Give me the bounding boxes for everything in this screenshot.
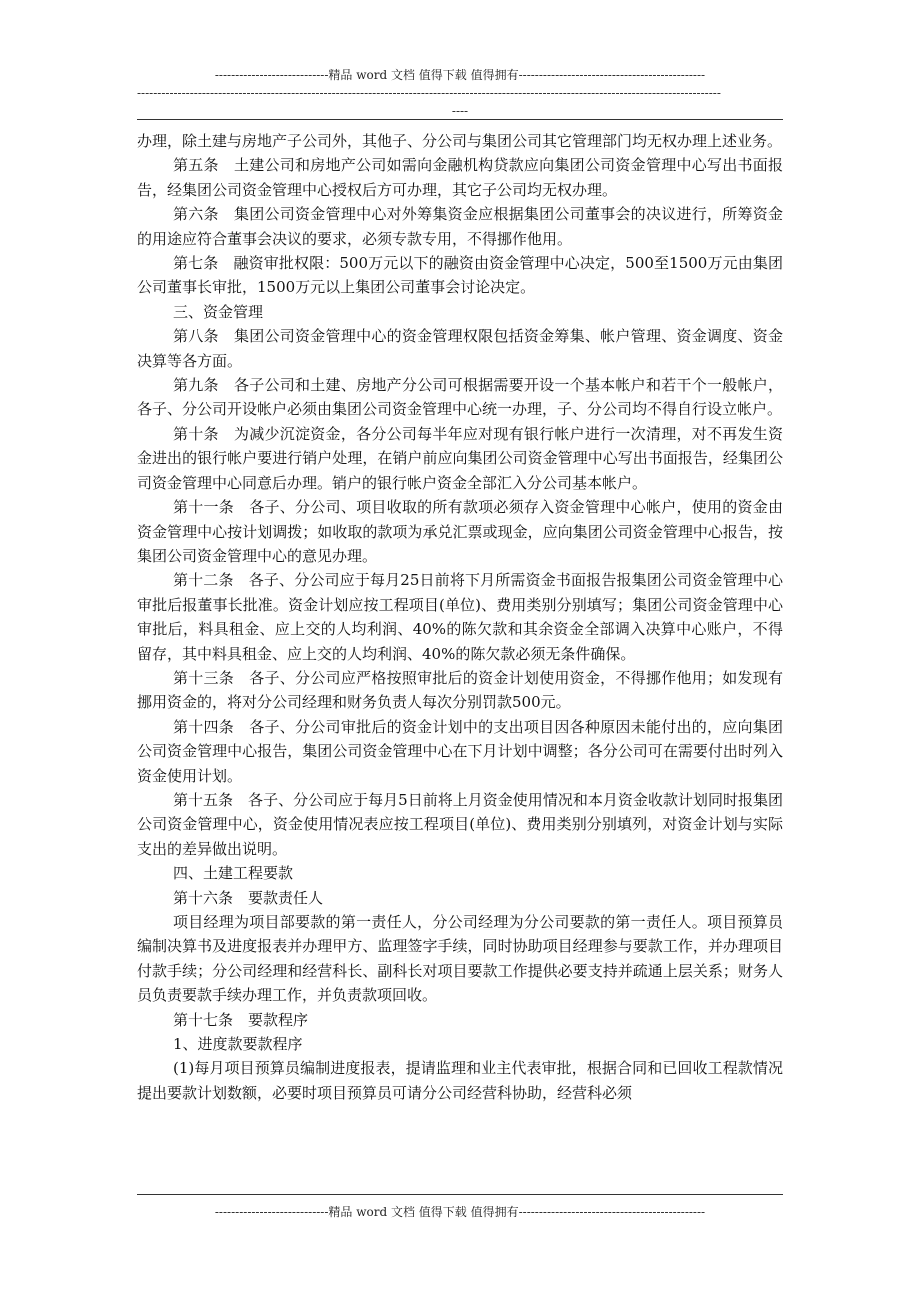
paragraph: 第七条 融资审批权限：500万元以下的融资由资金管理中心决定，500至1500万元由集团公司董事长审批，1500万元以上集团公司董事会讨论决定。 xyxy=(137,254,783,297)
footer-rule xyxy=(137,1194,783,1195)
paragraph: 第十条 为减少沉淀资金，各分公司每半年应对现有银行帐户进行一次清理，对不再发生资金进出的银行帐户要进行销户处理，在销户前应向集团公司资金管理中心写出书面报告，经集团公司资金管理中心同意后办理。销户的银行帐户资金全部汇入分公司基本帐户。 xyxy=(137,424,783,492)
paragraph: 第八条 集团公司资金管理中心的资金管理权限包括资金筹集、帐户管理、资金调度、资金决算等各方面。 xyxy=(137,327,783,370)
paragraph: 办理，除土建与房地产子公司外，其他子、分公司与集团公司其它管理部门均无权办理上述业务。 xyxy=(137,132,783,150)
paragraph: 第十五条 各子、分公司应于每月5日前将上月资金使用情况和本月资金收款计划同时报集团公司资金管理中心，资金使用情况表应按工程项目(单位)、费用类别分别填列，对资金计划与实际支出的差异做出说明。 xyxy=(137,790,783,858)
paragraph: 第十三条 各子、分公司应严格按照审批后的资金计划使用资金，不得挪作他用；如发现有挪用资金的，将对分公司经理和财务负责人每次分别罚款500元。 xyxy=(137,668,783,712)
page-footer: ----------------------------精品 word 文档 值得下载 值得拥有---------------------------------------------- xyxy=(214,1205,706,1219)
paragraph: 第十一条 各子、分公司、项目收取的所有款项必须存入资金管理中心帐户，使用的资金由资金管理中心按计划调拨；如收取的款项为承兑汇票或现金，应向集团公司资金管理中心报告，按集团公司资金管理中心的意见办理。 xyxy=(137,498,783,565)
header-line-1: ----------------------------精品 word 文档 值得下载 值得拥有---------------------------------------------- xyxy=(214,68,706,82)
paragraph: (1)每月项目预算员编制进度报表，提请监理和业主代表审批，根据合同和已回收工程款情况提出要款计划数额，必要时项目预算员可请分公司经营科协助，经营科必须 xyxy=(137,1059,783,1102)
paragraph: 项目经理为项目部要款的第一责任人，分公司经理为分公司要款的第一责任人。项目预算员编制决算书及进度报表并办理甲方、监理签字手续，同时协助项目经理参与要款工作，并办理项目付款手续；分公司经理和经营科长、副科长对项目要款工作提供必要支持并疏通上层关系；财务人员负责要款手续办理工作，并负责款项回收。 xyxy=(137,913,783,1005)
paragraph: 第十六条 要款责任人 xyxy=(173,888,324,907)
paragraph: 第十七条 要款程序 xyxy=(173,1010,309,1029)
paragraph: 第九条 各子公司和土建、房地产分公司可根据需要开设一个基本帐户和若干个一般帐户，各子、分公司开设帐户必须由集团公司资金管理中心统一办理，子、分公司均不得自行设立帐户。 xyxy=(137,376,783,419)
header-rule xyxy=(137,119,783,120)
header-line-3: ---- xyxy=(451,104,469,118)
paragraph: 四、土建工程要款 xyxy=(173,864,294,883)
paragraph: 1、进度款要款程序 xyxy=(173,1035,303,1054)
page-header xyxy=(137,66,783,120)
header-line-2: ------------------------------------------------------------------------------------------------------------------------------------------------ xyxy=(137,86,721,100)
paragraph: 三、资金管理 xyxy=(173,302,264,321)
document-body xyxy=(137,129,783,1105)
paragraph: 第六条 集团公司资金管理中心对外筹集资金应根据集团公司董事会的决议进行，所筹资金的用途应符合董事会决议的要求，必须专款专用，不得挪作他用。 xyxy=(137,205,783,248)
paragraph: 第十二条 各子、分公司应于每月25日前将下月所需资金书面报告报集团公司资金管理中心审批后报董事长批准。资金计划应按工程项目(单位)、费用类别分别填写；集团公司资金管理中心审批后，料具租金、应上交的人均利润、40%的陈欠款和其余资金全部调入决算中心账户，不得留存，其中料具租金、应上交的人均利润、40%的陈欠款必须无条件确保。 xyxy=(137,571,783,663)
paragraph: 第五条 土建公司和房地产公司如需向金融机构贷款应向集团公司资金管理中心写出书面报告，经集团公司资金管理中心授权后方可办理，其它子公司均无权办理。 xyxy=(137,156,783,199)
paragraph: 第十四条 各子、分公司审批后的资金计划中的支出项目因各种原因未能付出的，应向集团公司资金管理中心报告，集团公司资金管理中心在下月计划中调整；各分公司可在需要付出时列入资金使用计划。 xyxy=(137,717,783,785)
